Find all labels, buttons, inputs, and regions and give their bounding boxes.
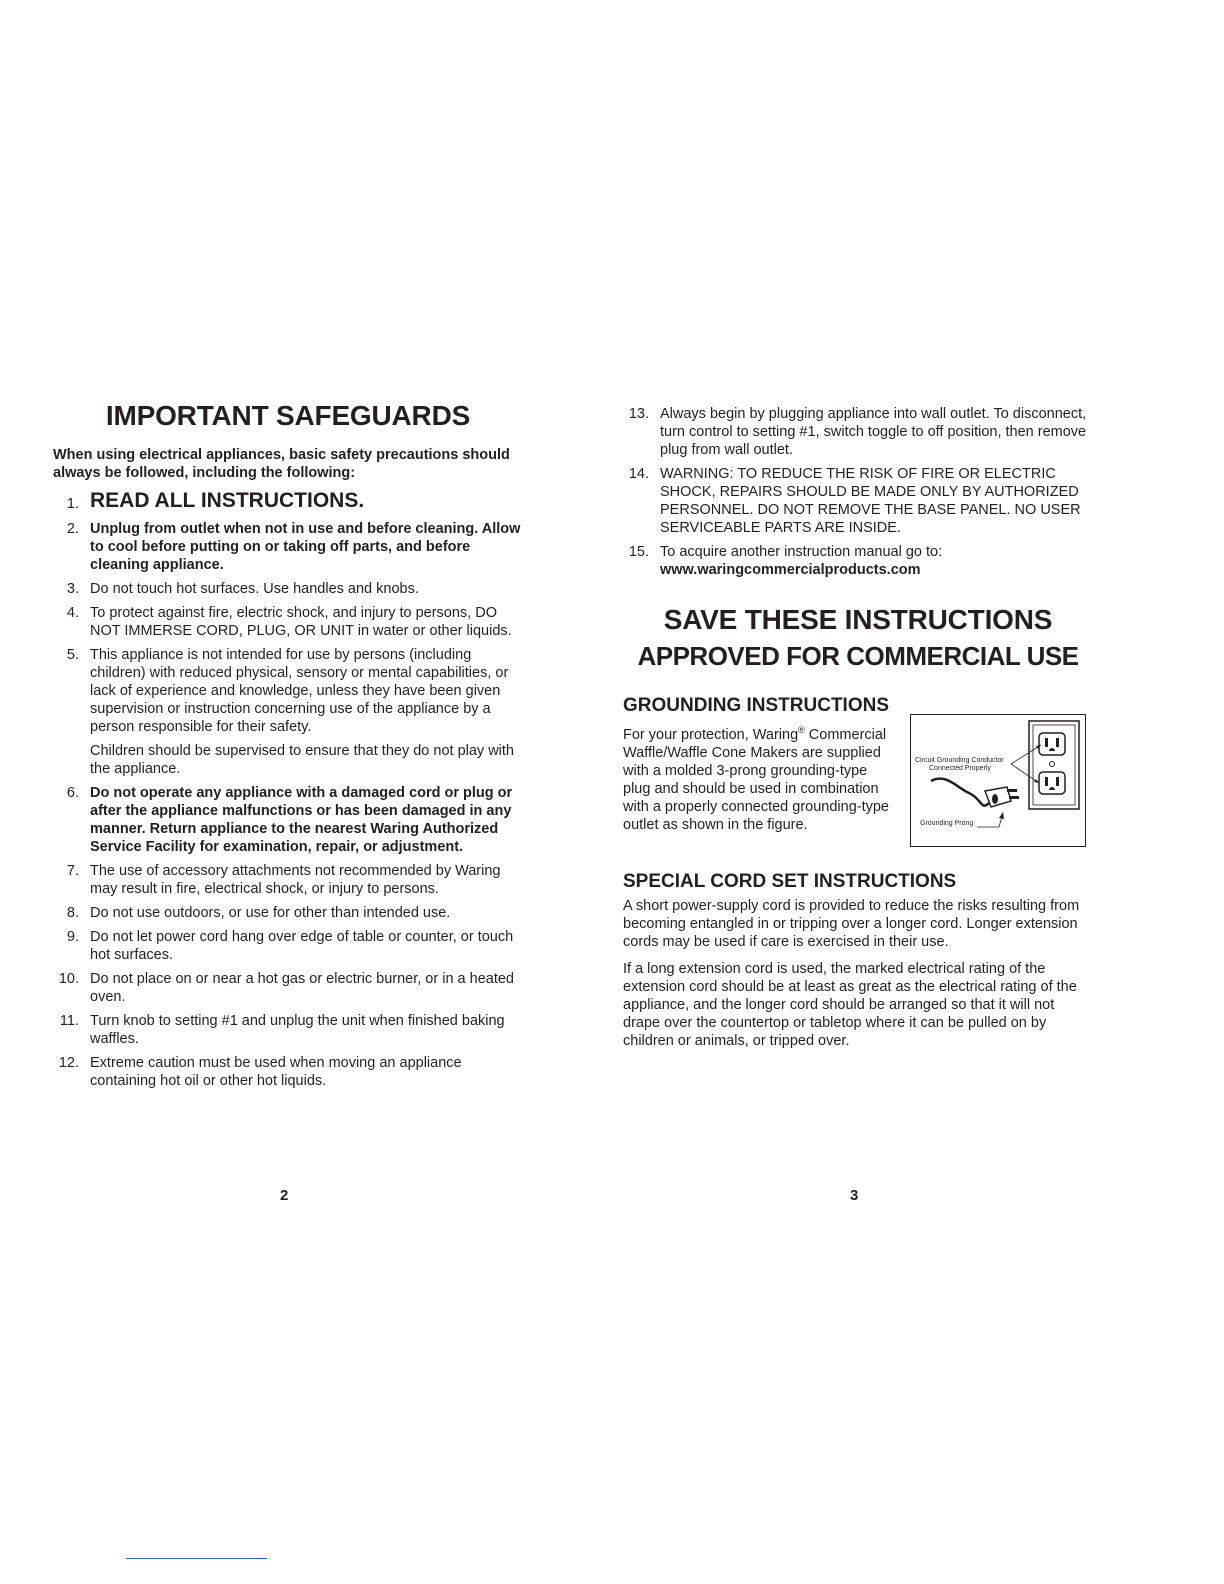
list-item	[53, 488, 523, 514]
manual-link[interactable]: www.waringcommercialproducts.com	[660, 562, 921, 578]
item-number: 12.	[58, 1055, 79, 1071]
item-number: 7.	[66, 863, 79, 879]
item-text: Turn knob to setting #1 and unplug the unit when finished baking waffles.	[90, 1013, 505, 1047]
item-number: 3.	[66, 581, 79, 597]
item-text: To protect against fire, electric shock, and injury to persons, DO NOT IMMERSE CORD, PLUG, OR UNIT in water or other liquids.	[90, 605, 512, 639]
item-number: 5.	[66, 647, 79, 663]
item-text: Do not use outdoors, or use for other than intended use.	[90, 905, 451, 921]
registered-mark: ®	[798, 725, 805, 735]
approved-commercial-title: APPROVED FOR COMMERCIAL USE	[637, 641, 1079, 671]
item-number: 1.	[66, 496, 79, 512]
item-number: 9.	[66, 929, 79, 945]
list-item	[53, 646, 523, 778]
safeguards-list-continued	[623, 405, 1093, 579]
cord-heading: SPECIAL CORD SET INSTRUCTIONS	[623, 871, 957, 892]
item-number: 10.	[58, 971, 79, 987]
page-title: IMPORTANT SAFEGUARDS	[105, 400, 471, 431]
right-page	[623, 405, 1093, 1059]
item-number: 6.	[66, 785, 79, 801]
item-text: This appliance is not intended for use by persons (including children) with reduced physical, sensory or mental capabilities, or lack of experience and knowledge, unless they have been given supervision or instruction concerning use of the appliance by a person responsible for their safety.	[90, 647, 509, 735]
item-text: READ ALL INSTRUCTIONS.	[90, 489, 365, 512]
list-item	[53, 928, 523, 964]
item-text: Do not operate any appliance with a damaged cord or plug or after the appliance malfunctions or has been damaged in any manner. Return appliance to the nearest Waring Authorized Service Facility for examination, repair, or adjustment.	[90, 785, 513, 855]
intro-text: When using electrical appliances, basic safety precautions should always be followed, including the following:	[53, 447, 510, 481]
list-item	[623, 405, 1093, 459]
item-number: 8.	[66, 905, 79, 921]
page-number-right: 3	[850, 1187, 859, 1204]
left-page	[53, 400, 523, 1096]
item-text: Do not let power cord hang over edge of table or counter, or touch hot surfaces.	[90, 929, 514, 963]
list-item	[53, 862, 523, 898]
item-number: 13.	[628, 406, 649, 422]
list-item	[623, 465, 1093, 537]
list-item	[53, 904, 523, 922]
grounding-section	[623, 721, 1093, 861]
item-text: Always begin by plugging appliance into wall outlet. To disconnect, turn control to setting #1, switch toggle to off position, then remove plug from wall outlet.	[660, 406, 1087, 458]
list-item	[53, 604, 523, 640]
cord-paragraph-2: If a long extension cord is used, the marked electrical rating of the extension cord should be at least as great as the electrical rating of the appliance, and the longer cord should be arranged so that it will not drape over the countertop or tabletop where it can be pulled on by children or animals, or tripped over.	[623, 961, 1077, 1049]
item-text: The use of accessory attachments not recommended by Waring may result in fire, electrical shock, or injury to persons.	[90, 863, 501, 897]
bottom-rule	[126, 1558, 267, 1559]
item-number: 15.	[628, 544, 649, 560]
list-item	[623, 543, 1093, 579]
list-item	[53, 1054, 523, 1090]
grounding-heading: GROUNDING INSTRUCTIONS	[623, 695, 889, 716]
figure-label-prong: Grounding Prong	[920, 820, 974, 827]
save-instructions-title: SAVE THESE INSTRUCTIONS	[663, 604, 1053, 635]
list-item	[53, 784, 523, 856]
item-number: 11.	[59, 1013, 79, 1029]
item-text: Extreme caution must be used when moving an appliance containing hot oil or other hot liquids.	[90, 1055, 462, 1089]
list-item	[53, 970, 523, 1006]
item-text: Do not place on or near a hot gas or electric burner, or in a heated oven.	[90, 971, 514, 1005]
item-number: 2.	[66, 521, 79, 537]
item-text: To acquire another instruction manual go to:	[660, 544, 943, 560]
item-subtext: Children should be supervised to ensure that they do not play with the appliance.	[90, 743, 514, 777]
grounding-text	[623, 721, 895, 834]
list-item	[53, 520, 523, 574]
outlet-plug-illustration	[911, 715, 1087, 848]
grounding-outlet-figure	[910, 714, 1086, 847]
item-text: WARNING: TO REDUCE THE RISK OF FIRE OR ELECTRIC SHOCK, REPAIRS SHOULD BE MADE ONLY BY AUTHORIZED PERSONNEL. DO NOT REMOVE THE BASE PANEL. NO USER SERVICEABLE PARTS ARE INSIDE.	[660, 466, 1081, 536]
page-number-left: 2	[280, 1187, 289, 1204]
item-text: Do not touch hot surfaces. Use handles and knobs.	[90, 581, 419, 597]
grounding-text-start: For your protection, Waring	[623, 726, 799, 743]
figure-label-conductor: Circuit Grounding Conductor	[915, 757, 1004, 764]
item-number: 14.	[628, 466, 649, 482]
safeguards-list	[53, 488, 523, 1090]
cord-paragraph-1: A short power-supply cord is provided to reduce the risks resulting from becoming entangled in or tripping over a longer cord. Longer extension cords may be used if care is exercised in their use.	[623, 898, 1080, 950]
grounding-text-rest: Commercial Waffle/Waffle Cone Makers are supplied with a molded 3-prong grounding-type plug and should be used in combination with a properly connected grounding-type outlet as shown in the figure.	[623, 726, 889, 833]
item-text: Unplug from outlet when not in use and before cleaning. Allow to cool before putting on or taking off parts, and before cleaning appliance.	[90, 521, 521, 573]
item-number: 4.	[66, 605, 79, 621]
list-item	[53, 1012, 523, 1048]
list-item	[53, 580, 523, 598]
figure-label-connected: Connected Properly	[929, 765, 991, 772]
